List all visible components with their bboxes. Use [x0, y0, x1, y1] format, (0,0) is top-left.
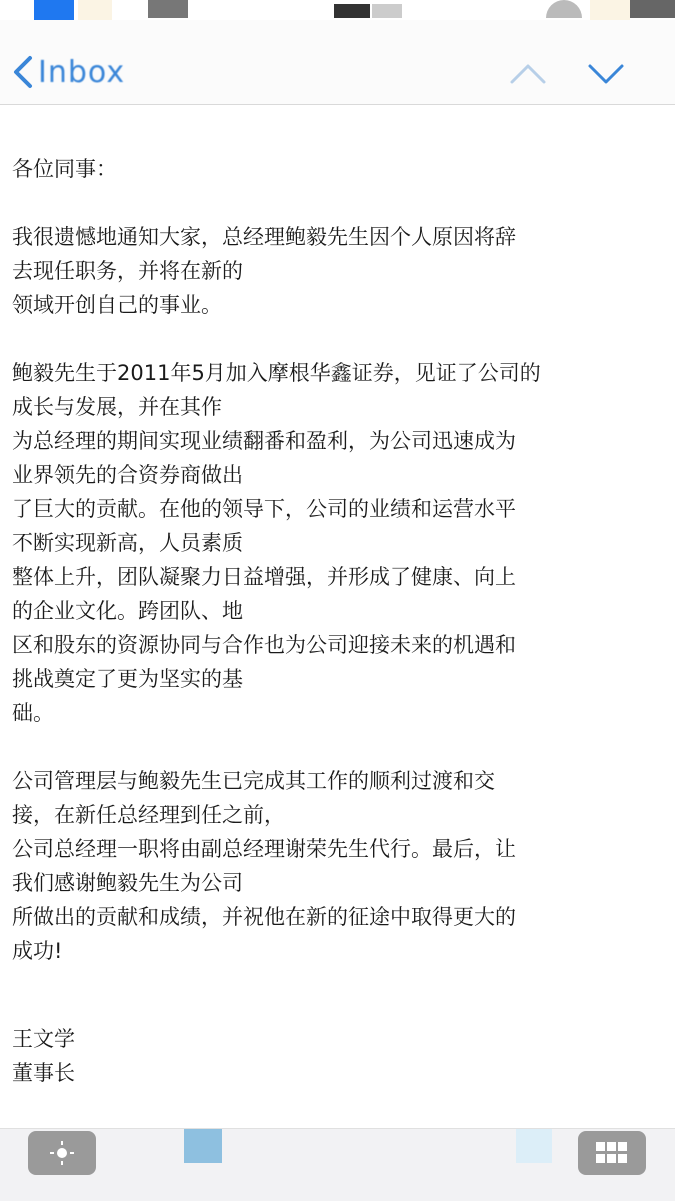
bottom-toolbar [0, 1128, 675, 1201]
back-button[interactable] [12, 50, 125, 94]
message-body [12, 152, 612, 968]
paragraph: 我很遗憾地通知大家，总经理鲍毅先生因个人原因将辞 去现任职务，并将在新的 领域开创自己的事业。 [12, 225, 516, 317]
blurred-status-block [334, 4, 370, 18]
signature [12, 1022, 75, 1090]
grid-icon [595, 1141, 629, 1165]
paragraph: 公司管理层与鲍毅先生已完成其工作的顺利过渡和交 接，在新任总经理到任之前， 公司总经理一职将由副总经理谢荣先生代行。最后，让 我们感谢鲍毅先生为公司 所做出的贡献和成绩，并祝他在新的征途中取得更大的 成功! [12, 769, 516, 963]
blurred-block [184, 1129, 222, 1163]
blurred-status-block [148, 0, 188, 18]
signature-name: 王文学 [12, 1027, 75, 1051]
blurred-status-block [630, 0, 675, 18]
status-bar [0, 0, 675, 20]
brightness-icon [48, 1139, 76, 1167]
grid-button[interactable] [578, 1131, 646, 1175]
chevron-down-icon [584, 54, 628, 94]
blurred-status-block [372, 4, 402, 18]
chevron-left-icon [12, 55, 34, 89]
back-label: Inbox [38, 54, 126, 90]
chevron-up-icon [506, 54, 550, 94]
greeting: 各位同事： [12, 157, 117, 181]
brightness-button[interactable] [28, 1131, 96, 1175]
mail-nav-bar [0, 20, 675, 105]
blurred-block [516, 1129, 552, 1163]
paragraph: 鲍毅先生于2011年5月加入摩根华鑫证券，见证了公司的 成长与发展，并在其作 为总经理的期间实现业绩翻番和盈利，为公司迅速成为 业界领先的合资券商做出 了巨大的贡献。在他的领导下，公司的业绩和运营水平 不断实现新高，人员素质 整体上升，团队凝聚力日益增强，并形成了健康、向上 的企业文化。跨团队、地 区和股东的资源协同与合作也为公司迎接未来的机遇和 挑战奠定了更为坚实的基 础。 [12, 361, 541, 725]
next-message-button[interactable] [584, 54, 628, 94]
blurred-status-block [546, 0, 582, 18]
signature-title: 董事长 [12, 1061, 75, 1085]
previous-message-button[interactable] [506, 54, 550, 94]
